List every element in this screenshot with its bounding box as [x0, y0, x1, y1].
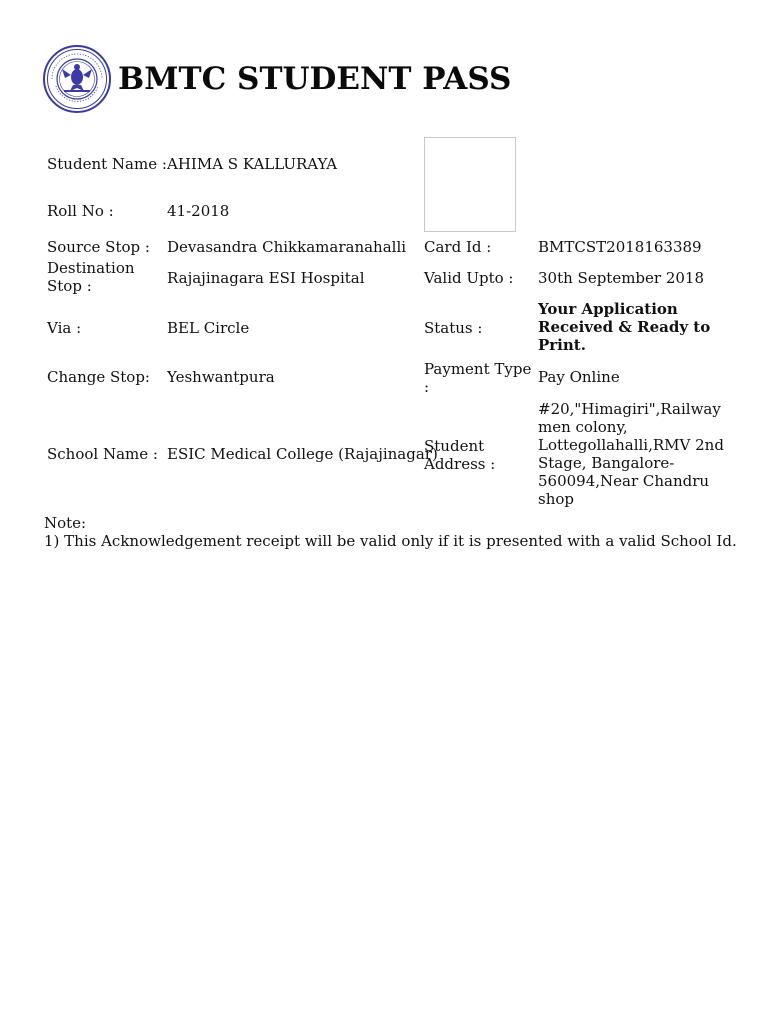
address-line: Lottegollahalli,RMV 2nd — [538, 436, 724, 454]
status-value-line: Received & Ready to — [538, 318, 711, 336]
student-name-label: Student Name : — [47, 155, 167, 173]
via-label: Via : — [47, 319, 82, 337]
destination-stop-value: Rajajinagara ESI Hospital — [167, 269, 365, 287]
school-name-label: School Name : — [47, 445, 158, 463]
student-address-label — [424, 437, 495, 473]
change-stop-value: Yeshwantpura — [167, 368, 275, 386]
destination-stop-label — [47, 259, 135, 295]
payment-type-label — [424, 360, 531, 396]
roll-no-value: 41-2018 — [167, 202, 230, 220]
valid-upto-label: Valid Upto : — [424, 269, 514, 287]
card-id-value: BMTCST2018163389 — [538, 238, 702, 256]
student-address-label-line: Student — [424, 437, 485, 455]
address-line: shop — [538, 490, 574, 508]
source-stop-value: Devasandra Chikkamaranahalli — [167, 238, 407, 256]
via-value: BEL Circle — [167, 319, 250, 337]
student-name-value: AHIMA S KALLURAYA — [167, 155, 338, 173]
student-address-value — [538, 400, 724, 508]
source-stop-label: Source Stop : — [47, 238, 150, 256]
change-stop-label: Change Stop: — [47, 368, 150, 386]
payment-type-label-line: : — [424, 378, 430, 396]
student-photo-placeholder — [424, 137, 516, 232]
bmtc-seal-icon — [42, 44, 112, 114]
page-title: BMTC STUDENT PASS — [118, 61, 512, 97]
destination-label-line: Stop : — [47, 277, 92, 295]
school-name-value: ESIC Medical College (Rajajinagar) — [167, 445, 438, 463]
address-line: men colony, — [538, 418, 628, 436]
address-line: Stage, Bangalore- — [538, 454, 675, 472]
note-heading: Note: — [44, 514, 87, 532]
payment-type-label-line: Payment Type — [424, 360, 532, 378]
status-value — [538, 300, 710, 354]
status-value-line: Print. — [538, 336, 586, 354]
status-value-line: Your Application — [538, 300, 678, 318]
note-text: 1) This Acknowledgement receipt will be valid only if it is presented with a valid School Id. — [44, 532, 737, 550]
payment-type-value: Pay Online — [538, 368, 620, 386]
card-id-label: Card Id : — [424, 238, 492, 256]
page-header — [42, 43, 511, 115]
address-line: #20,"Himagiri",Railway — [538, 400, 721, 418]
valid-upto-value: 30th September 2018 — [538, 269, 705, 287]
address-line: 560094,Near Chandru — [538, 472, 710, 490]
student-address-label-line: Address : — [424, 455, 496, 473]
roll-no-label: Roll No : — [47, 202, 114, 220]
note-section — [44, 514, 744, 550]
status-label: Status : — [424, 319, 483, 337]
destination-label-line: Destination — [47, 259, 135, 277]
